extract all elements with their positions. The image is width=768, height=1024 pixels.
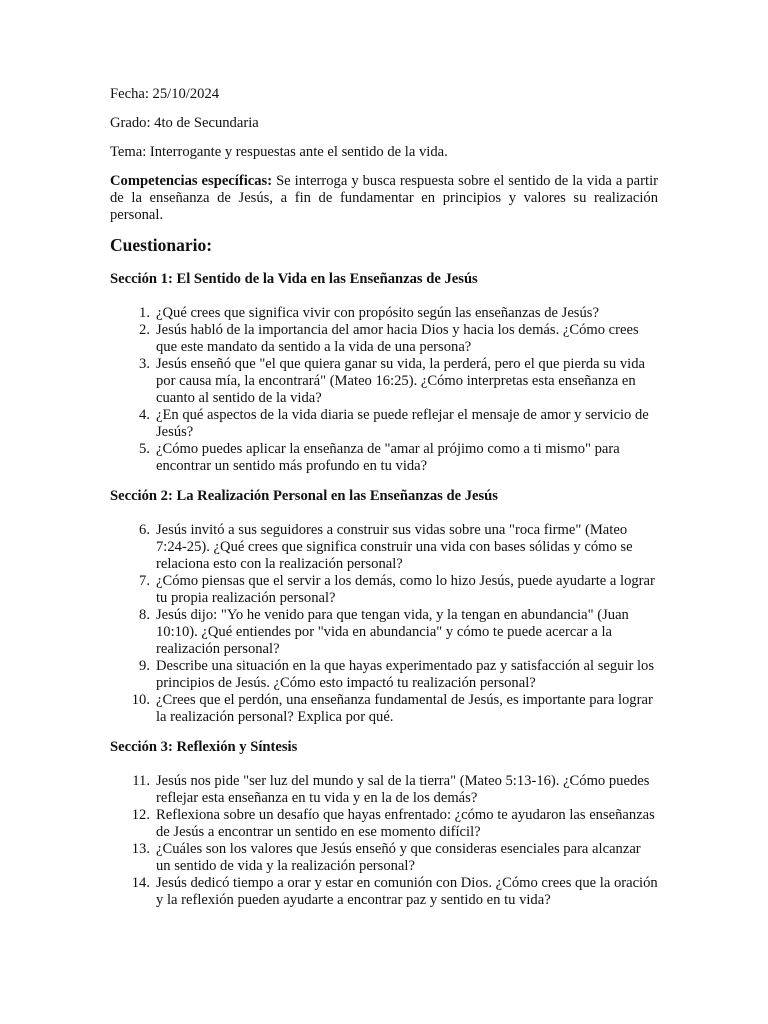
question-item bbox=[110, 322, 658, 356]
question-number: 2. bbox=[139, 322, 150, 338]
cuestionario-heading: Cuestionario: bbox=[110, 235, 213, 255]
question-number: 11. bbox=[132, 773, 150, 789]
question-text: Jesús habló de la importancia del amor hacia Dios y hacia los demás. ¿Cómo crees que este mandato da sentido a la vida de una persona? bbox=[156, 322, 639, 355]
question-number: 7. bbox=[139, 573, 150, 589]
grado-line: Grado: 4to de Secundaria bbox=[110, 115, 259, 131]
question-text: Describe una situación en la que hayas experimentado paz y satisfacción al seguir los principios de Jesús. ¿Cómo esto impactó tu realización personal? bbox=[156, 658, 655, 691]
question-item bbox=[110, 607, 658, 658]
question-text: Jesús nos pide "ser luz del mundo y sal de la tierra" (Mateo 5:13-16). ¿Cómo puedes reflejar esta enseñanza en tu vida y en la de los demás? bbox=[156, 773, 650, 806]
question-text: ¿Qué crees que significa vivir con propósito según las enseñanzas de Jesús? bbox=[156, 305, 599, 321]
section-1-title: Sección 1: El Sentido de la Vida en las Enseñanzas de Jesús bbox=[110, 271, 478, 287]
question-item bbox=[110, 522, 658, 573]
question-number: 3. bbox=[139, 356, 150, 372]
question-text: Jesús invitó a sus seguidores a construir sus vidas sobre una "roca firme" (Mateo 7:24-25). ¿Qué crees que significa construir una vida con bases sólidas y cómo se relaciona esto con la realización personal? bbox=[156, 522, 633, 572]
question-number: 12. bbox=[131, 807, 150, 823]
question-item bbox=[110, 573, 658, 607]
question-item bbox=[110, 305, 658, 322]
question-text: Jesús dedicó tiempo a orar y estar en comunión con Dios. ¿Cómo crees que la oración y la reflexión pueden ayudarte a encontrar paz y sentido en tu vida? bbox=[156, 875, 658, 908]
question-item bbox=[110, 658, 658, 692]
section-3-title: Sección 3: Reflexión y Síntesis bbox=[110, 739, 298, 755]
question-text: ¿Cómo piensas que el servir a los demás, como lo hizo Jesús, puede ayudarte a lograr tu propia realización personal? bbox=[156, 573, 655, 606]
question-text: Reflexiona sobre un desafío que hayas enfrentado: ¿cómo te ayudaron las enseñanzas de Jesús a encontrar un sentido en ese momento difícil? bbox=[156, 807, 655, 840]
section-2-title: Sección 2: La Realización Personal en las Enseñanzas de Jesús bbox=[110, 488, 498, 504]
question-number: 1. bbox=[139, 305, 150, 321]
question-number: 13. bbox=[131, 841, 150, 857]
question-text: Jesús enseñó que "el que quiera ganar su vida, la perderá, pero el que pierda su vida por causa mía, la encontrará" (Mateo 16:25). ¿Cómo interpretas esta enseñanza en cuanto al sentido de la vida? bbox=[156, 356, 645, 406]
question-number: 5. bbox=[139, 441, 150, 457]
question-item bbox=[110, 407, 658, 441]
question-item bbox=[110, 773, 658, 807]
section-3-questions bbox=[110, 773, 658, 909]
question-number: 6. bbox=[139, 522, 150, 538]
question-text: ¿Cuáles son los valores que Jesús enseñó y que consideras esenciales para alcanzar un sentido de vida y la realización personal? bbox=[156, 841, 641, 874]
question-number: 9. bbox=[139, 658, 150, 674]
question-number: 14. bbox=[131, 875, 150, 891]
question-item bbox=[110, 807, 658, 841]
section-2-questions bbox=[110, 522, 658, 726]
question-text: ¿Crees que el perdón, una enseñanza fundamental de Jesús, es importante para lograr la realización personal? Explica por qué. bbox=[156, 692, 653, 725]
question-text: Jesús dijo: "Yo he venido para que tengan vida, y la tengan en abundancia" (Juan 10:10). ¿Qué entiendes por "vida en abundancia" y cómo te puede acercar a la realización personal? bbox=[156, 607, 629, 657]
question-text: ¿Cómo puedes aplicar la enseñanza de "amar al prójimo como a ti mismo" para encontrar un sentido más profundo en tu vida? bbox=[156, 441, 620, 474]
question-item bbox=[110, 841, 658, 875]
question-number: 4. bbox=[139, 407, 150, 423]
question-text: ¿En qué aspectos de la vida diaria se puede reflejar el mensaje de amor y servicio de Jesús? bbox=[156, 407, 649, 440]
fecha-line: Fecha: 25/10/2024 bbox=[110, 86, 220, 102]
question-item bbox=[110, 875, 658, 909]
competencias-text: Se interroga y busca respuesta sobre el sentido de la vida a partir de la enseñanza de Jesús, a fin de fundamentar en principios y valores su realización personal. bbox=[110, 173, 658, 223]
section-1-questions bbox=[110, 305, 658, 475]
question-item bbox=[110, 356, 658, 407]
question-number: 10. bbox=[131, 692, 150, 708]
competencias-label: Competencias específicas: bbox=[110, 173, 273, 189]
competencias-paragraph bbox=[110, 173, 658, 224]
tema-line: Tema: Interrogante y respuestas ante el sentido de la vida. bbox=[110, 144, 448, 160]
question-item bbox=[110, 692, 658, 726]
question-item bbox=[110, 441, 658, 475]
question-number: 8. bbox=[139, 607, 150, 623]
